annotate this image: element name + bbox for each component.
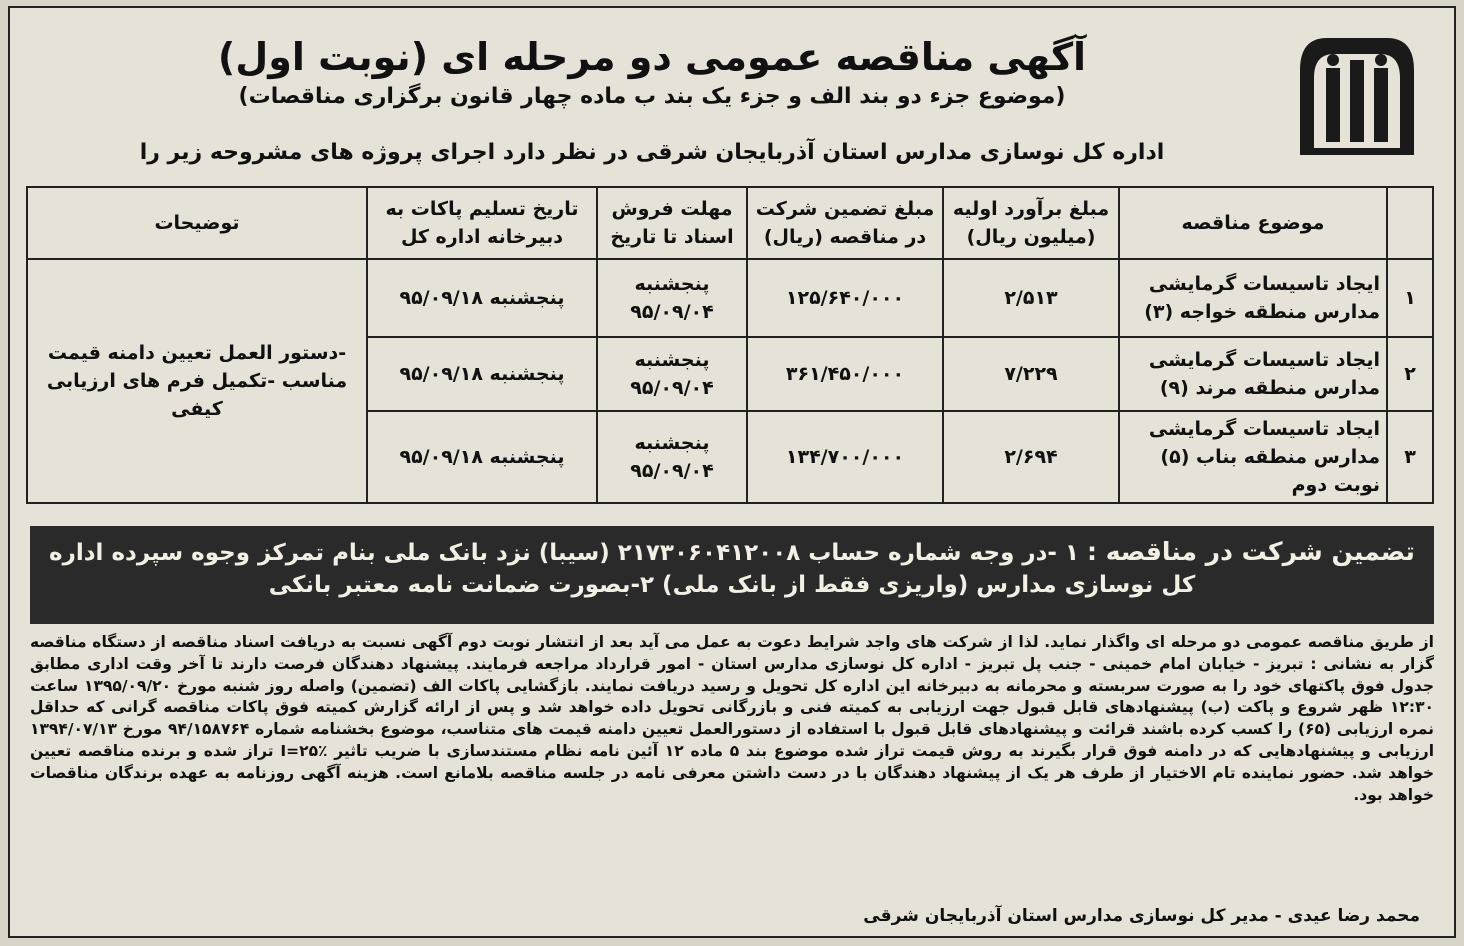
row-guarantee: ۱۳۴/۷۰۰/۰۰۰ [747,411,943,503]
row-guarantee: ۱۲۵/۶۴۰/۰۰۰ [747,259,943,337]
guarantee-banner [30,526,1434,624]
row-num: ۳ [1387,411,1433,503]
notice-intro: اداره کل نوسازی مدارس استان آذربایجان شرقی در نظر دارد اجرای پروژه های مشروحه زیر را [139,140,1165,165]
row-estimate: ۷/۲۲۹ [943,337,1119,411]
guarantee-label: تضمین شرکت در مناقصه : [1087,537,1415,566]
row-estimate: ۲/۶۹۴ [943,411,1119,503]
tender-notice [8,6,1456,938]
row-delivery: پنجشنبه ۹۵/۰۹/۱۸ [367,259,597,337]
table-row [27,259,1433,337]
header-guarantee: مبلغ تضمین شرکت در مناقصه (ریال) [747,187,943,259]
row-num: ۱ [1387,259,1433,337]
tender-table [26,186,1434,504]
notice-header [30,34,1274,114]
notice-subtitle: (موضوع جزء دو بند الف و جزء یک بند ب ماده چهار قانون برگزاری مناقصات) [238,84,1066,109]
notes-cell: -دستور العمل تعیین دامنه قیمت مناسب -تکمیل فرم های ارزیابی کیفی [27,259,367,503]
row-guarantee: ۳۶۱/۴۵۰/۰۰۰ [747,337,943,411]
row-subject: ایجاد تاسیسات گرمایشی مدارس منطقه مرند (۹) [1119,337,1387,411]
header-delivery: تاریخ تسلیم پاکات به دبیرخانه اداره کل [367,187,597,259]
row-estimate: ۲/۵۱۳ [943,259,1119,337]
signature: محمد رضا عیدی - مدیر کل نوسازی مدارس استان آذربایجان شرقی [863,906,1420,926]
row-deadline: پنجشنبه ۹۵/۰۹/۰۴ [597,411,747,503]
row-deadline: پنجشنبه ۹۵/۰۹/۰۴ [597,337,747,411]
header-subject: موضوع مناقصه [1119,187,1387,259]
header-num [1387,187,1433,259]
organization-logo-icon [1282,30,1432,160]
header-estimate: مبلغ برآورد اولیه (میلیون ریال) [943,187,1119,259]
row-delivery: پنجشنبه ۹۵/۰۹/۱۸ [367,337,597,411]
row-delivery: پنجشنبه ۹۵/۰۹/۱۸ [367,411,597,503]
notice-body: از طریق مناقصه عمومی دو مرحله ای واگذار نماید. لذا از شرکت های واجد شرایط دعوت به عمل می آید بعد از انتشار نوبت دوم آگهی نسبت به دریافت اسناد مناقصه از دستگاه مناقصه گزار به نشانی : تبریز - خیابان امام خمینی - جنب پل تبریز - اداره کل نوسازی مدارس استان - امور قرارداد مراجعه فرمایند. پیشنهاد دهندگان فرصت دارند تا آخر وقت اداری مطابق جدول فوق پاکتهای خود را به صورت سربسته و محرمانه به دبیرخانه این اداره کل تحویل و رسید دریافت نمایند. بازگشایی پاکات الف (تضمین) واصله روز شنبه مورخ ۱۳۹۵/۰۹/۲۰ ساعت ۱۲:۳۰ ظهر شروع و پاکت (ب) پیشنهادهای قابل قبول جهت ارزیابی به کمیته فنی و بازرگانی تحویل داده خواهد شد و پس از ارائه گزارش کمیته فوق پاکات مناقصه گرانی که حداقل نمره ارزیابی (۶۵) را کسب کرده باشند قرائت و پیشنهادهای قابل قبول با استفاده از دستورالعمل تعیین دامنه قیمت های متناسب، موضوع بخشنامه شماره ۹۴/۱۵۸۷۶۴ مورخ ۱۳۹۴/۰۷/۱۳ ارزیابی و پیشنهادهایی که در دامنه فوق قرار بگیرند به روش قیمت تراز شده موضوع بند ۵ ماده ۱۲ آئین نامه نظام مستندسازی با ضریب تاثیر I=۲۵٪ تراز شده و برنده مناقصه تعیین خواهد شد. حضور نماینده تام الاختیار از طرف هر یک از پیشنهاد دهندگان با در دست داشتن معرفی نامه در جلسه مناقصه بلامانع است. هزینه آگهی روزنامه به عهده برندگان مناقصات خواهد بود. [30,633,1435,804]
header-notes: توضیحات [27,187,367,259]
row-num: ۲ [1387,337,1433,411]
notice-title: آگهی مناقصه عمومی دو مرحله ای (نوبت اول) [217,35,1087,79]
guarantee-text: ۱ -در وجه شماره حساب ۲۱۷۳۰۶۰۴۱۲۰۰۸ (سیبا) نزد بانک ملی بنام تمرکز وجوه سپرده اداره کل نوسازی مدارس (واریزی فقط از بانک ملی) ۲-بصورت ضمانت نامه معتبر بانکی [49,540,1196,598]
table-header-row [27,187,1433,259]
row-subject: ایجاد تاسیسات گرمایشی مدارس منطقه خواجه (۳) [1119,259,1387,337]
row-subject: ایجاد تاسیسات گرمایشی مدارس منطقه بناب (۵) نوبت دوم [1119,411,1387,503]
row-deadline: پنجشنبه ۹۵/۰۹/۰۴ [597,259,747,337]
header-deadline: مهلت فروش اسناد تا تاریخ [597,187,747,259]
